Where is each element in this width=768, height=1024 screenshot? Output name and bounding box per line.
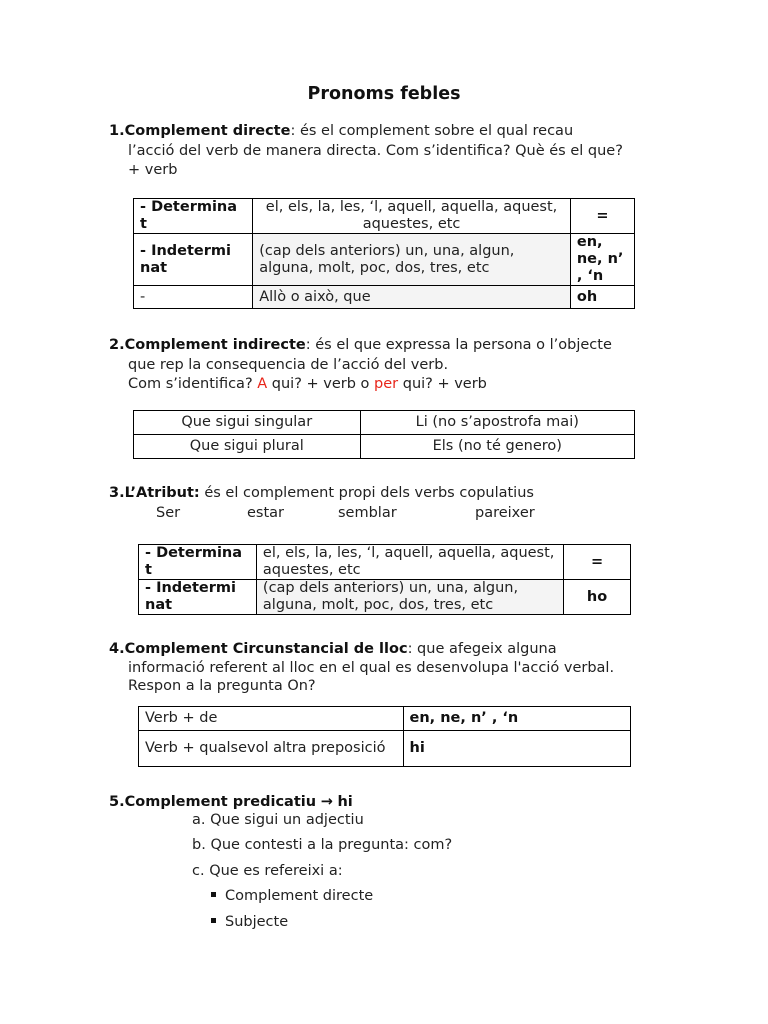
table-cell: Verb + de [139, 707, 404, 731]
table-cell: hi [403, 731, 630, 767]
section-2-line-1-text: : és el que expressa la persona o l’objecte [305, 337, 612, 353]
section-3-heading: L’Atribut: [124, 485, 200, 501]
section-5-line-1 [109, 793, 353, 812]
arrow-right-icon: → [320, 794, 333, 810]
section-2-line-3 [128, 375, 487, 394]
table-cell: = [564, 545, 631, 580]
section-3-line-1 [109, 484, 534, 503]
table-row [139, 580, 631, 615]
copulative-verb: Ser [156, 505, 181, 521]
place-complement-table [138, 706, 631, 767]
list-item [192, 836, 452, 855]
table-cell: - [134, 286, 253, 309]
table-row [139, 707, 631, 731]
copulative-verb: semblar [338, 505, 397, 521]
table-cell: oh [570, 286, 634, 309]
table-row [139, 545, 631, 580]
table-cell: Li (no s’apostrofa mai) [360, 411, 634, 435]
section-2-line-3-c: qui? + verb [398, 376, 487, 392]
table-row [134, 435, 635, 459]
table-cell: en, ne, n’ , ‘n [403, 707, 630, 731]
copulative-verb: pareixer [475, 505, 535, 521]
table-cell: - Determina t [139, 545, 257, 580]
section-3-line-1-text: és el complement propi dels verbs copulatius [199, 485, 534, 501]
sub-list-item-text: Subjecte [225, 914, 289, 930]
table-cell: Que sigui singular [134, 411, 361, 435]
table-cell: - Indetermi nat [139, 580, 257, 615]
sub-list-item-text: Complement directe [225, 888, 374, 904]
list-item-text: Que sigui un adjectiu [210, 812, 364, 828]
indirect-complement-table [133, 410, 635, 459]
table-cell: Els (no té genero) [360, 435, 634, 459]
list-item [192, 862, 343, 881]
table-cell: Que sigui plural [134, 435, 361, 459]
table-cell: (cap dels anteriors) un, una, algun, alguna, molt, poc, dos, tres, etc [253, 234, 571, 286]
list-marker: b. [192, 837, 206, 853]
table-cell: Verb + qualsevol altra preposició [139, 731, 404, 767]
direct-complement-table [133, 198, 635, 309]
section-4-number: 4. [109, 641, 125, 657]
sub-list-item [211, 913, 288, 932]
table-cell: el, els, la, les, ‘l, aquell, aquella, aquest, aquestes, etc [256, 545, 563, 580]
section-2-line-3-a: Com s’identifica? [128, 376, 258, 392]
section-2-number: 2. [109, 337, 125, 353]
table-cell: Allò o això, que [253, 286, 571, 309]
section-4-line-1 [109, 640, 557, 659]
table-row [134, 234, 635, 286]
section-2-heading: Complement indirecte [124, 337, 306, 353]
section-2-line-3-b: qui? + verb o [267, 376, 375, 392]
section-1-line-3: + verb [128, 162, 178, 178]
square-bullet-icon [211, 892, 216, 897]
list-item-text: Que es refereixi a: [209, 863, 343, 879]
list-item [192, 811, 364, 830]
table-row [139, 731, 631, 767]
table-row [134, 199, 635, 234]
table-cell: = [570, 199, 634, 234]
section-4-heading: Complement Circunstancial de lloc [124, 641, 408, 657]
section-1-heading: Complement directe [124, 123, 291, 139]
sub-list-item [211, 887, 373, 906]
section-1-number: 1. [109, 123, 125, 139]
red-word-per: per [374, 376, 399, 392]
section-3-number: 3. [109, 485, 125, 501]
section-1-line-2: l’acció del verb de manera directa. Com s’identifica? Què és el que? [128, 143, 623, 159]
red-word-a: A [257, 376, 268, 392]
section-4-line-2: informació referent al lloc en el qual es desenvolupa l'acció verbal. [128, 660, 615, 676]
table-cell: - Determina t [134, 199, 253, 234]
section-4-line-3: Respon a la pregunta On? [128, 678, 316, 694]
table-cell: en, ne, n’ , ‘n [570, 234, 634, 286]
table-row [134, 411, 635, 435]
section-5-heading-tail: hi [337, 794, 353, 810]
section-5-number: 5. [109, 794, 125, 810]
square-bullet-icon [211, 918, 216, 923]
section-4-line-1-text: : que afegeix alguna [407, 641, 557, 657]
list-marker: a. [192, 812, 206, 828]
table-cell: (cap dels anteriors) un, una, algun, alguna, molt, poc, dos, tres, etc [256, 580, 563, 615]
table-cell: el, els, la, les, ‘l, aquell, aquella, aquest, aquestes, etc [253, 199, 571, 234]
list-item-text: Que contesti a la pregunta: com? [210, 837, 453, 853]
list-marker: c. [192, 863, 205, 879]
table-row [134, 286, 635, 309]
section-1-line-1 [109, 122, 573, 141]
table-cell: - Indetermi nat [134, 234, 253, 286]
copulative-verb: estar [247, 505, 285, 521]
page-title: Pronoms febles [307, 84, 461, 104]
section-2-line-2: que rep la consequencia de l’acció del verb. [128, 357, 449, 373]
table-cell: ho [564, 580, 631, 615]
section-1-line-1-text: : és el complement sobre el qual recau [290, 123, 574, 139]
section-2-line-1 [109, 336, 612, 355]
section-5-heading: Complement predicatiu [124, 794, 317, 810]
attribute-table [138, 544, 631, 615]
